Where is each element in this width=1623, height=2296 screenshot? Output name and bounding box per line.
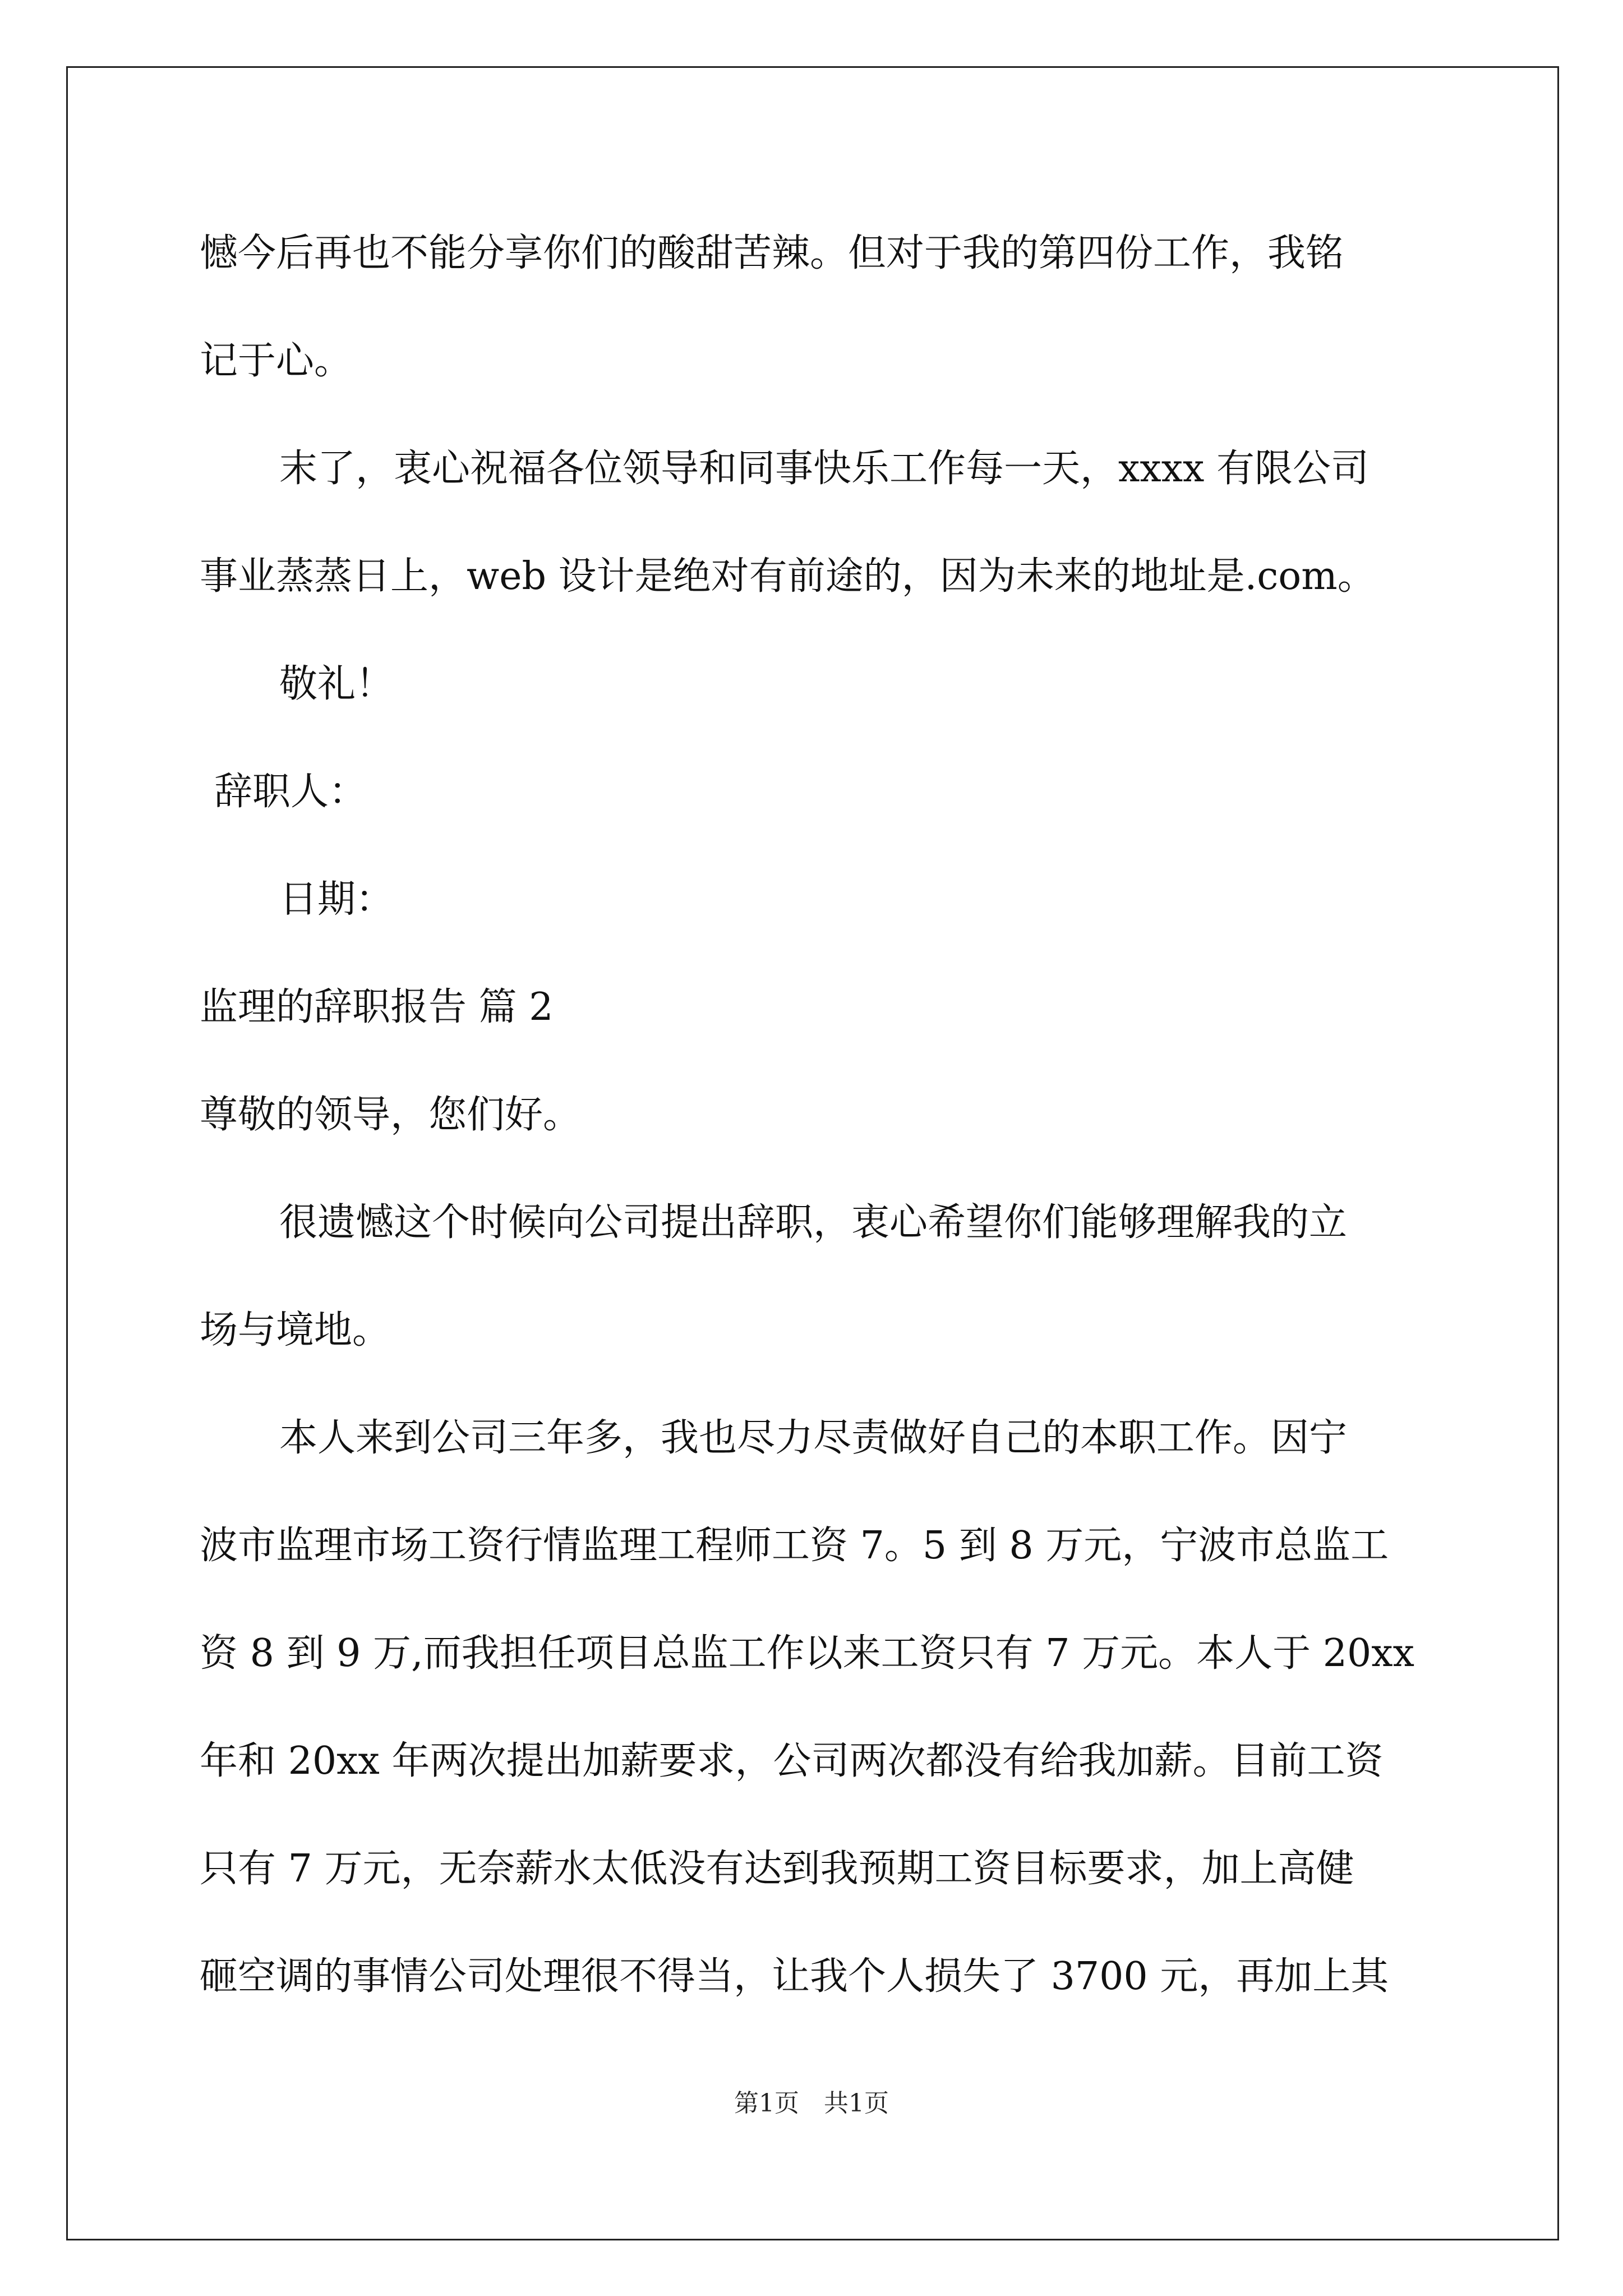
body-line: 年和 20xx 年两次提出加薪要求，公司两次都没有给我加薪。目前工资: [200, 1739, 1384, 1783]
signature-label: 辞职人：: [214, 770, 367, 814]
body-line: 事业蒸蒸日上，web 设计是绝对有前途的，因为未来的地址是.com。: [200, 554, 1376, 599]
greeting: 尊敬的领导，您们好。: [200, 1093, 582, 1137]
page-border: [66, 66, 1559, 2240]
body-line: 憾今后再也不能分享你们的酸甜苦辣。但对于我的第四份工作，我铭: [200, 231, 1344, 275]
date-label: 日期：: [279, 877, 394, 922]
section-title: 监理的辞职报告 篇 2: [200, 985, 554, 1029]
page-footer: 第1页 共1页: [734, 2089, 889, 2118]
body-line: 波市监理市场工资行情监理工程师工资 7。5 到 8 万元，宁波市总监工: [200, 1524, 1389, 1568]
body-line: 资 8 到 9 万,而我担任项目总监工作以来工资只有 7 万元。本人于 20xx: [200, 1631, 1414, 1676]
body-line: 只有 7 万元，无奈薪水太低没有达到我预期工资目标要求，加上高健: [200, 1847, 1354, 1891]
body-line: 记于心。: [200, 339, 353, 383]
body-line: 末了，衷心祝福各位领导和同事快乐工作每一天，xxxx 有限公司: [279, 447, 1370, 491]
body-line: 场与境地。: [200, 1308, 391, 1352]
body-line: 砸空调的事情公司处理很不得当，让我个人损失了 3700 元，再加上其: [200, 1954, 1389, 1999]
body-line: 很遗憾这个时候向公司提出辞职，衷心希望你们能够理解我的立: [279, 1200, 1348, 1245]
body-line: 本人来到公司三年多，我也尽力尽责做好自己的本职工作。因宁: [279, 1416, 1348, 1460]
salutation: 敬礼！: [279, 662, 394, 706]
